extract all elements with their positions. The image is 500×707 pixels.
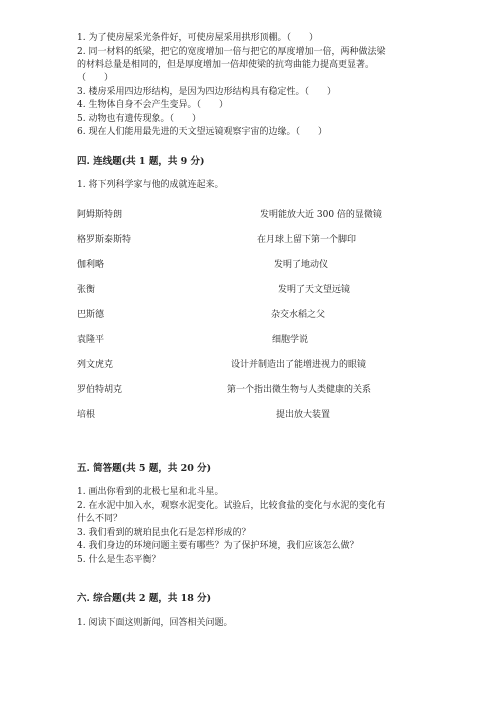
achievement-item: 提出放大装置 [276,410,331,420]
section5-question: 5. 什么是生态平衡？ [77,555,161,565]
section5-heading: 五. 简答题(共 5 题，共 20 分) [77,463,212,474]
section5-question: 2. 在水泥中加入水，观察水泥变化。试验后，比较食盐的变化与水泥的变化有 [77,501,386,511]
achievement-item: 杂交水稻之父 [271,310,326,320]
achievement-item: 细胞学说 [272,335,309,345]
section5-question: 1. 画出你看到的北极七星和北斗星。 [77,487,224,497]
section6-question: 1. 阅读下面这则新闻，回答相关问题。 [77,618,233,628]
achievement-item: 在月球上留下第一个脚印 [257,235,357,245]
judgement-item-5: 5. 动物也有遗传现象。（ ） [77,114,201,124]
scientist-item: 巴斯德 [77,310,105,320]
achievement-item: 发明了天文望远镜 [278,285,351,295]
judgement-item-2-blank: （ ） [77,73,114,83]
achievement-item: 设计并制造出了能增进视力的眼镜 [231,360,367,370]
scientist-item: 阿姆斯特朗 [77,210,123,220]
judgement-item-3: 3. 楼房采用四边形结构，是因为四边形结构具有稳定性。（ ） [77,87,336,97]
scientist-item: 列文虎克 [77,360,114,370]
judgement-item-1: 1. 为了使房屋采光条件好，可使房屋采用拱形顶棚。（ ） [77,33,318,43]
section6-heading: 六. 综合题(共 2 题，共 18 分) [77,593,212,604]
section5-question: 4. 我们身边的环境问题主要有哪些？为了保护环境，我们应该怎么做？ [77,541,359,551]
section4-instruction: 1. 将下列科学家与他的成就连起来。 [77,180,224,190]
scientist-item: 张衡 [77,285,96,295]
judgement-item-4: 4. 生物体自身不会产生变异。（ ） [77,100,228,110]
scientist-item: 格罗斯泰斯特 [77,235,132,245]
scientist-item: 罗伯特胡克 [77,385,123,395]
scientist-item: 袁隆平 [77,335,105,345]
judgement-item-2-line1: 2. 同一材料的纸梁，把它的宽度增加一倍与把它的厚度增加一倍，两种做法梁 [77,47,386,57]
section5-question: 3. 我们看到的琥珀昆虫化石是怎样形成的？ [77,528,251,538]
achievement-item: 发明能放大近 300 倍的显微镜 [260,210,382,220]
achievement-item: 发明了地动仪 [274,260,329,270]
section5-question: 什么不同？ [77,514,123,524]
judgement-item-2-line2: 的材料总量是相同的，但是厚度增加一倍却使梁的抗弯曲能力提高更显著。 [77,60,375,70]
section4-heading: 四. 连线题(共 1 题，共 9 分) [77,156,205,167]
scientist-item: 培根 [77,410,96,420]
judgement-item-6: 6. 现在人们能用最先进的天文望远镜观察宇宙的边缘。（ ） [77,127,327,137]
scientist-item: 伽利略 [77,260,105,270]
achievement-item: 第一个指出微生物与人类健康的关系 [227,385,372,395]
